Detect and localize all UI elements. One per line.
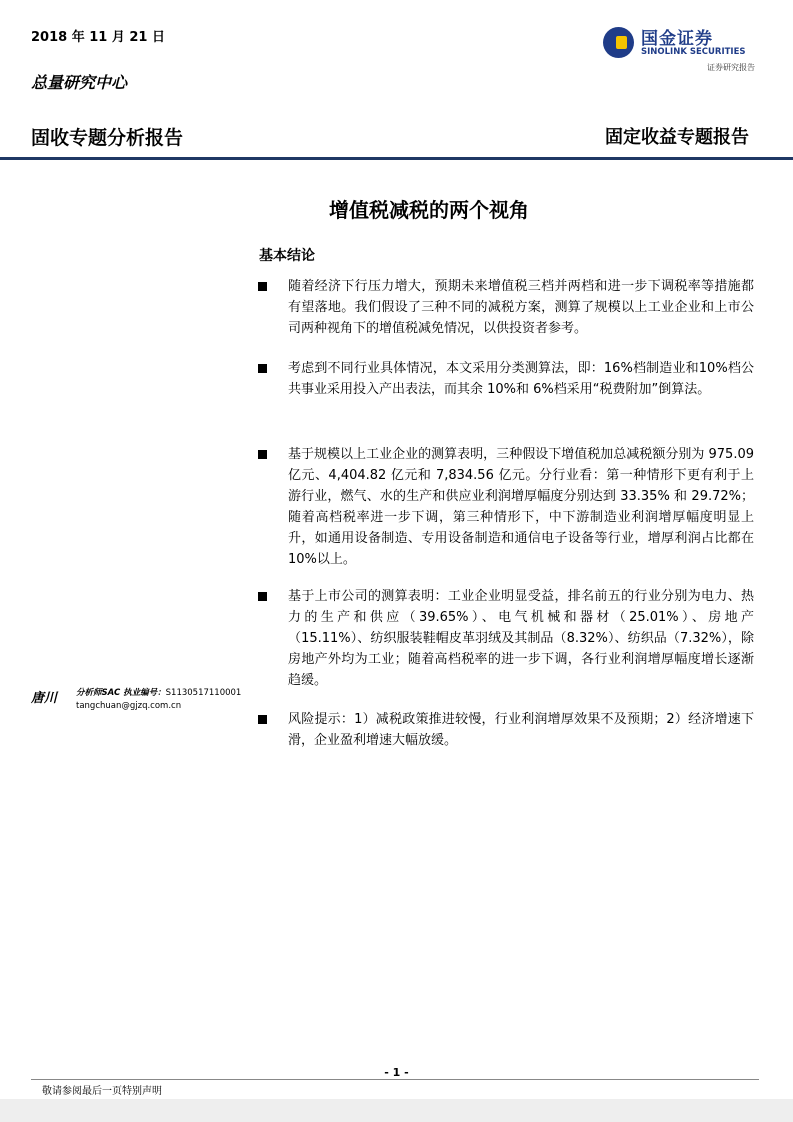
conclusion-bullet <box>258 276 754 339</box>
bullet-text: 随着经济下行压力增大，预期未来增值税三档并两档和进一步下调税率等措施都有望落地。我们假设了三种不同的减税方案，测算了规模以上工业企业和上市公司两种视角下的增值税减免情况，以供投资者参考。 <box>288 279 754 336</box>
analyst-info <box>76 687 241 713</box>
bullet-text: 基于上市公司的测算表明：工业企业明显受益，排名前五的行业分别为电力、热力的生产和供应（39.65%）、电气机械和器材（25.01%）、房地产（15.11%）、纺织服装鞋帽皮革羽绒及其制品（8.32%）、纺织品（7.32%），除房地产外均为工业；随着高档税率的进一步下调，各行业利润增厚幅度增长逐渐趋缓。 <box>288 589 754 688</box>
report-type-left: 固收专题分析报告 <box>31 127 184 149</box>
bullet-square-icon <box>258 450 267 459</box>
bullet-square-icon <box>258 364 267 373</box>
footer-divider <box>31 1079 759 1080</box>
conclusion-bullet <box>258 444 754 570</box>
conclusion-bullet <box>258 358 754 400</box>
bullet-text: 基于规模以上工业企业的测算表明，三种假设下增值税加总减税额分别为 975.09 亿元、4,404.82 亿元和 7,834.56 亿元。分行业看：第一种情形下更有利于上游行业，燃气、水的生产和供应业利润增厚幅度分别达到 33.35% 和 29.72%；随着高档税率进一步下调，第三种情形下，中下游制造业利润增厚幅度明显上升，如通用设备制造、专用设备制造和通信电子设备等行业，增厚利润占比都在 10%以上。 <box>288 447 754 567</box>
document-title: 增值税减税的两个视角 <box>329 198 529 222</box>
report-date: 2018 年 11 月 21 日 <box>31 30 165 45</box>
report-type-right: 固定收益专题报告 <box>605 127 749 148</box>
logo-mark-icon <box>603 27 634 58</box>
header-divider <box>0 157 793 160</box>
conclusion-bullet <box>258 586 754 691</box>
analyst-name: 唐川 <box>31 691 58 706</box>
analyst-email[interactable]: tangchuan@gjzq.com.cn <box>76 701 182 711</box>
sac-label: 分析师SAC 执业编号： <box>76 688 166 698</box>
section-heading: 基本结论 <box>259 248 315 264</box>
bottom-band <box>0 1099 793 1122</box>
page-number: - 1 - <box>384 1066 409 1079</box>
conclusion-bullet <box>258 709 754 751</box>
logo-english-name: SINOLINK SECURITIES <box>641 47 746 57</box>
logo-chinese-name: 国金证券 <box>641 29 713 49</box>
bullet-text: 考虑到不同行业具体情况，本文采用分类测算法，即：16%档制造业和10%档公共事业采用投入产出表法，而其余 10%和 6%档采用“税费附加”倒算法。 <box>288 361 754 397</box>
bullet-square-icon <box>258 282 267 291</box>
footer-disclaimer: 敬请参阅最后一页特别声明 <box>42 1086 162 1097</box>
bullet-text: 风险提示：1）减税政策推进较慢，行业利润增厚效果不及预期；2）经济增速下滑，企业盈利增速大幅放缓。 <box>288 712 754 748</box>
research-center: 总量研究中心 <box>31 73 128 92</box>
bullet-square-icon <box>258 592 267 601</box>
company-logo <box>603 24 755 74</box>
logo-subtitle: 证券研究报告 <box>707 63 755 72</box>
sac-number: S1130517110001 <box>165 688 242 698</box>
bullet-square-icon <box>258 715 267 724</box>
